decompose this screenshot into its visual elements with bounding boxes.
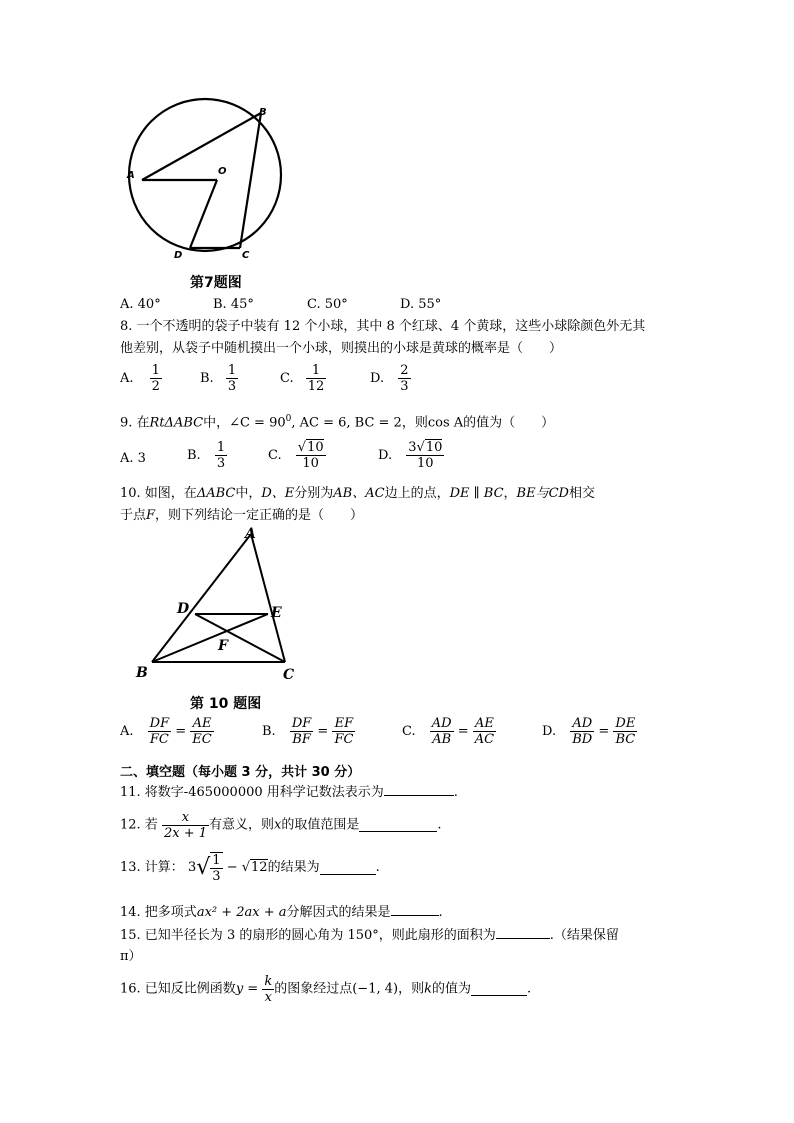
- q11-blank[interactable]: [384, 783, 454, 796]
- q16: 16. 已知反比例函数y = $\frac{k}{x}$ 的图象经过点(−1, 4)，则k的值为 .: [120, 974, 532, 1005]
- q10-option-c: C. $\frac{AD}{AB}$ = $\frac{AE}{AC}$: [402, 716, 495, 747]
- q9-option-c: C. $\frac{√10}{10}$: [268, 440, 324, 471]
- q9-option-a: A. 3: [120, 451, 146, 466]
- q8-option-d: D. $\frac{2}{3}$: [370, 363, 409, 394]
- q10-line1: 10. 如图，在ΔABC中，D、E分别为AB、AC边上的点，DE ∥ BC，BE与CD相交: [120, 486, 595, 501]
- q13-blank[interactable]: [320, 862, 376, 875]
- q7-label-A: A: [127, 170, 135, 181]
- q9-stem: 9. 在RtΔABC中，∠C = $90^0$, AC = 6, BC = 2，则cos A的值为（ ）: [120, 414, 555, 431]
- q12: 12. 若 $\frac{x}{2x + 1}$ 有意义，则x的取值范围是 .: [120, 810, 442, 841]
- q7-option-a: A. 40°: [120, 297, 161, 312]
- q10-figure: [130, 522, 310, 684]
- q7-label-O: O: [218, 166, 227, 177]
- q10-label-F: F: [218, 638, 228, 654]
- q10-label-D: D: [177, 601, 190, 617]
- q8-option-a: A. $\frac{1}{2}$: [120, 363, 160, 394]
- q10-label-C: C: [283, 667, 295, 683]
- q7-line-AB: [142, 113, 261, 180]
- q10-label-B: B: [136, 665, 148, 681]
- section2-title: 二、填空题（每小题 3 分，共计 30 分）: [120, 765, 361, 780]
- q10-line-AC: [251, 534, 285, 662]
- q10-label-A: A: [245, 526, 256, 542]
- q9-option-d: D. $\frac{3√10}{10}$: [378, 440, 443, 471]
- q10-option-b: B. $\frac{DF}{BF}$ = $\frac{EF}{FC}$: [262, 716, 354, 747]
- q10-option-a: A. $\frac{DF}{FC}$ = $\frac{AE}{EC}$: [120, 716, 212, 747]
- q12-blank[interactable]: [359, 819, 437, 832]
- q8-line1: 8. 一个不透明的袋子中装有 12 个小球，其中 8 个红球、4 个黄球，这些小球除颜色外无其: [120, 319, 646, 334]
- q7-option-c: C. 50°: [307, 297, 348, 312]
- q13: 13. 计算： 3√ $\frac{1}{3}$ − √12的结果为 .: [120, 853, 380, 884]
- q7-figure: [118, 96, 308, 261]
- q7-line-OD: [190, 180, 217, 248]
- q15-blank[interactable]: [496, 926, 550, 939]
- q10-line2: 于点F，则下列结论一定正确的是（ ）: [120, 508, 364, 523]
- q8-line2: 他差别，从袋子中随机摸出一个小球，则摸出的小球是黄球的概率是（ ）: [120, 341, 563, 356]
- q14-blank[interactable]: [391, 903, 439, 916]
- q7-label-B: B: [259, 107, 267, 118]
- q11: 11. 将数字-465000000 用科学记数法表示为 .: [120, 785, 458, 800]
- q10-line-AB: [152, 534, 251, 662]
- q16-blank[interactable]: [471, 983, 527, 996]
- q10-caption: 第 10 题图: [190, 696, 262, 712]
- q7-caption: 第7题图: [190, 275, 242, 291]
- q10-option-d: D. $\frac{AD}{BD}$ = $\frac{DE}{BC}$: [542, 716, 636, 747]
- q8-option-b: B. $\frac{1}{3}$: [200, 363, 237, 394]
- q7-label-C: C: [242, 250, 250, 261]
- q7-label-D: D: [174, 250, 183, 261]
- q9-option-b: B. $\frac{1}{3}$: [187, 440, 226, 471]
- q15-line1: 15. 已知半径长为 3 的扇形的圆心角为 150°，则此扇形的面积为 .（结果保留: [120, 928, 619, 943]
- q7-option-d: D. 55°: [400, 297, 442, 312]
- q10-label-E: E: [271, 605, 282, 621]
- q15-line2: π）: [120, 949, 142, 964]
- q14: 14. 把多项式ax² + 2ax + a分解因式的结果是 .: [120, 905, 443, 920]
- q7-line-BC: [240, 113, 261, 248]
- q7-option-b: B. 45°: [213, 297, 254, 312]
- q8-option-c: C. $\frac{1}{12}$: [280, 363, 325, 394]
